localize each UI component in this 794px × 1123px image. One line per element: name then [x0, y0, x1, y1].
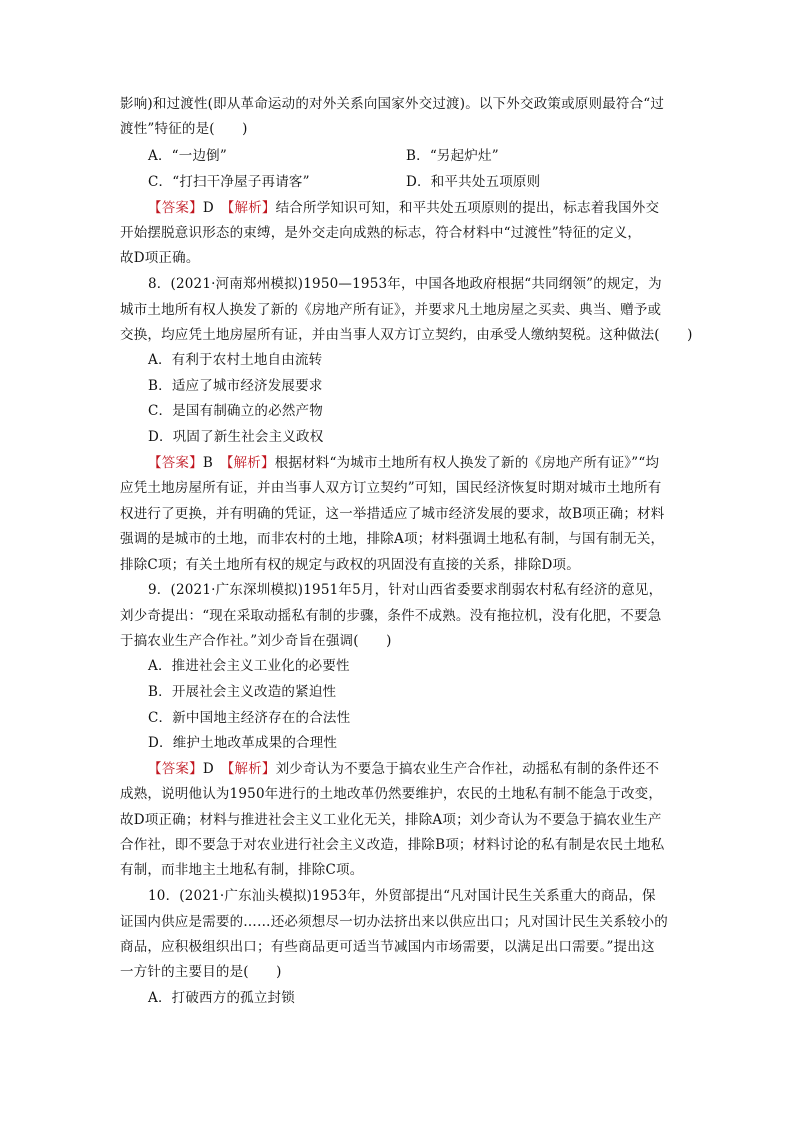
- q8-option-c: C．是国有制确立的必然产物: [148, 403, 323, 419]
- q8-stem-line-1: 8．(2021·河南郑州模拟)1950—1953年，中国各地政府根据“共同纲领”的规定，为: [148, 276, 662, 292]
- q10-option-a: A．打破西方的孤立封锁: [148, 990, 295, 1006]
- q9-stem-line-2: 刘少奇提出：“现在采取动摇私有制的步骤，条件不成熟。没有拖拉机，没有化肥，不要急: [120, 608, 662, 624]
- q9-answer-line-1: [148, 757, 659, 781]
- q8-answer-line-1: [148, 451, 659, 475]
- q7-option-c: C．“打扫干净屋子再请客”: [148, 174, 310, 190]
- analysis-tag: 【解析】: [227, 761, 276, 777]
- answer-tag: 【答案】: [148, 200, 203, 216]
- answer-value: D: [202, 200, 228, 216]
- q8-option-d: D．巩固了新生社会主义政权: [148, 429, 324, 445]
- analysis-tag: 【解析】: [226, 455, 275, 471]
- answer-tag: 【答案】: [148, 761, 203, 777]
- q8-answer-line-2: 应凭土地房屋所有证，并由当事人双方订立契约”可知，国民经济恢复时期对城市土地所有: [120, 480, 662, 496]
- q9-answer-line-3: 故D项正确；材料与推进社会主义工业化无关，排除A项；刘少奇认为不要急于搞农业生产: [120, 812, 662, 828]
- q9-option-d: D．维护土地改革成果的合理性: [148, 735, 338, 751]
- analysis-text: 刘少奇认为不要急于搞农业生产合作社，动摇私有制的条件还不: [275, 761, 660, 777]
- q8-answer-line-5: 排除C项；有关土地所有权的规定与政权的巩固没有直接的关系，排除D项。: [120, 557, 580, 573]
- q7-option-b: B．“另起炉灶”: [406, 148, 499, 164]
- q10-stem-line-3: 商品，应积极组织出口；有些商品更可适当节减国内市场需要，以满足出口需要。”提出这: [120, 939, 655, 955]
- q8-option-a: A．有利于农村土地自由流转: [148, 352, 323, 368]
- q8-stem-line-2: 城市土地所有权人换发了新的《房地产所有证》，并要求凡土地房屋之买卖、典当、赠予或: [120, 302, 662, 318]
- analysis-tag: 【解析】: [227, 200, 276, 216]
- q7-stem-line-1: 影响)和过渡性(即从革命运动的对外关系向国家外交过渡)。以下外交政策或原则最符合“过: [120, 96, 665, 112]
- q9-option-c: C．新中国地主经济存在的合法性: [148, 710, 351, 726]
- answer-value: D: [202, 761, 228, 777]
- q7-option-d: D．和平共处五项原则: [406, 174, 541, 190]
- q9-answer-line-2: 成熟，说明他认为1950年进行的土地改革仍然要维护，农民的土地私有制不能急于改变，: [120, 786, 663, 802]
- analysis-text: 结合所学知识可知，和平共处五项原则的提出，标志着我国外交: [275, 200, 660, 216]
- q9-answer-line-5: 有制，而非地主土地私有制，排除C项。: [120, 862, 364, 878]
- q9-option-b: B．开展社会主义改造的紧迫性: [148, 684, 337, 700]
- q9-answer-line-4: 合作社，即不要急于对农业进行社会主义改造，排除B项；材料讨论的私有制是农民土地私: [120, 837, 665, 853]
- answer-tag: 【答案】: [148, 455, 203, 471]
- q9-option-a: A．推进社会主义工业化的必要性: [148, 658, 350, 674]
- q8-stem-line-3: 交换，均应凭土地房屋所有证，并由当事人双方订立契约，由承受人缴纳契税。这种做法( ): [120, 327, 693, 343]
- q8-answer-line-4: 强调的是城市的土地，而非农村的土地，排除A项；材料强调土地私有制，与国有制无关，: [120, 531, 665, 547]
- q10-stem-line-4: 一方针的主要目的是( ): [120, 964, 282, 980]
- q7-option-a: A．“一边倒”: [148, 148, 227, 164]
- q8-answer-line-3: 权进行了更换，并有明确的凭证，这一举措适应了城市经济发展的要求，故B项正确；材料: [120, 506, 665, 522]
- q10-stem-line-2: 证国内供应是需要的……还必须想尽一切办法挤出来以供应出口；凡对国计民生关系较小的: [120, 914, 668, 930]
- q10-stem-line-1: 10．(2021·广东汕头模拟)1953年，外贸部提出“凡对国计民生关系重大的商品，保: [148, 888, 656, 904]
- q9-stem-line-1: 9．(2021·广东深圳模拟)1951年5月，针对山西省委要求削弱农村私有经济的意见，: [148, 582, 663, 598]
- q7-answer-line-1: [148, 196, 659, 220]
- analysis-text: 根据材料“为城市土地所有权人换发了新的《房地产所有证》”“均: [274, 455, 660, 471]
- q8-option-b: B．适应了城市经济发展要求: [148, 378, 323, 394]
- q9-stem-line-3: 于搞农业生产合作社。”刘少奇旨在强调( ): [120, 633, 392, 649]
- q7-answer-line-3: 故D项正确。: [120, 250, 200, 266]
- answer-value: B: [202, 455, 227, 471]
- q7-answer-line-2: 开始摆脱意识形态的束缚，是外交走向成熟的标志，符合材料中“过渡性”特征的定义，: [120, 225, 642, 241]
- q7-stem-line-2: 渡性”特征的是( ): [120, 121, 248, 137]
